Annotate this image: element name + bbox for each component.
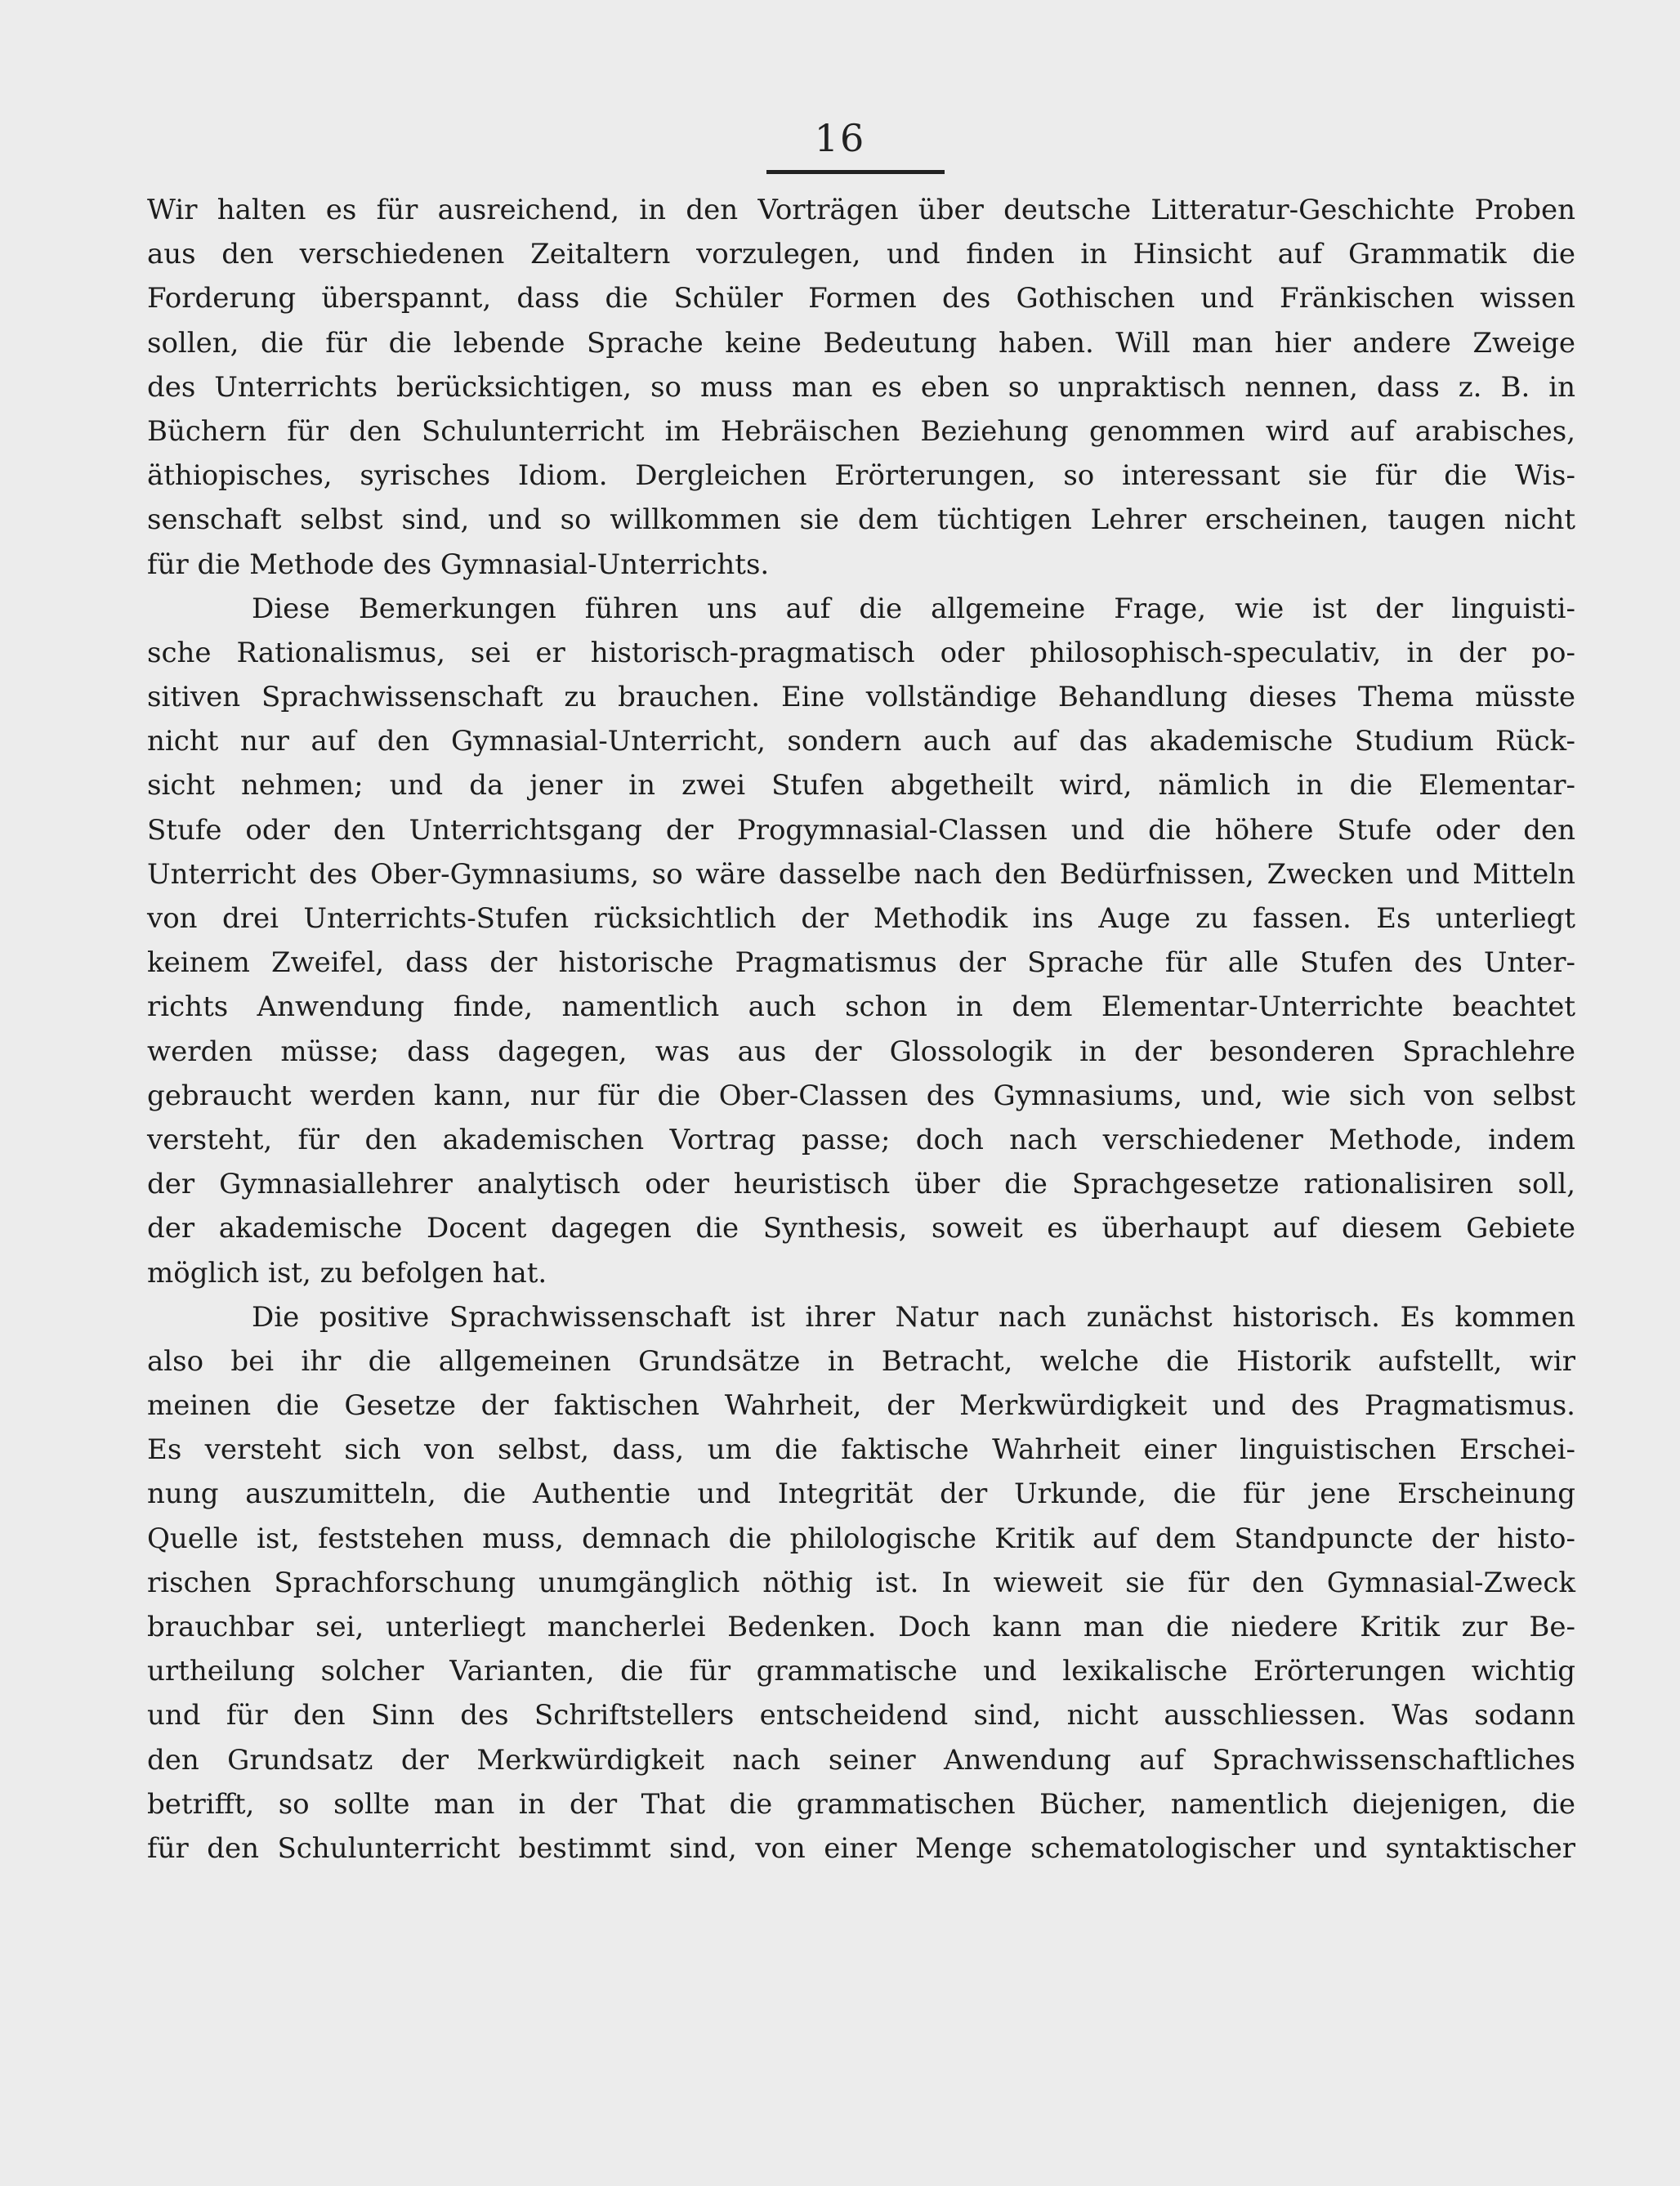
- text-line: den Grundsatz der Merkwürdigkeit nach seiner Anwendung auf Sprachwissenschaftliches: [147, 1743, 1575, 1777]
- text-line: der Gymnasiallehrer analytisch oder heuristisch über die Sprachgesetze rationalisiren soll,: [147, 1168, 1575, 1201]
- text-line: nung auszumitteln, die Authentie und Integrität der Urkunde, die für jene Erscheinung: [147, 1477, 1575, 1511]
- text-line: aus den verschiedenen Zeitaltern vorzulegen, und finden in Hinsicht auf Grammatik die: [147, 238, 1575, 271]
- text-line: richts Anwendung finde, namentlich auch schon in dem Elementar-Unterrichte beachtet: [147, 990, 1575, 1024]
- header-rule: [766, 170, 945, 174]
- text-line: werden müsse; dass dagegen, was aus der Glossologik in der besonderen Sprachlehre: [147, 1035, 1575, 1068]
- paragraph: [147, 1295, 1575, 1871]
- text-line: möglich ist, zu befolgen hat.: [147, 1256, 547, 1290]
- page-number: 16: [814, 116, 866, 160]
- text-line: versteht, für den akademischen Vortrag passe; doch nach verschiedener Methode, indem: [147, 1123, 1575, 1156]
- text-line: senschaft selbst sind, und so willkommen sie dem tüchtigen Lehrer erscheinen, taugen nicht: [147, 503, 1575, 537]
- text-line: sollen, die für die lebende Sprache keine Bedeutung haben. Will man hier andere Zweige: [147, 326, 1575, 360]
- text-line: also bei ihr die allgemeinen Grundsätze in Betracht, welche die Historik aufstellt, wir: [147, 1344, 1575, 1378]
- text-line: und für den Sinn des Schriftstellers entscheidend sind, nicht ausschliessen. Was sodann: [147, 1699, 1575, 1732]
- text-line: Büchern für den Schulunterricht im Hebräischen Beziehung genommen wird auf arabisches,: [147, 414, 1575, 448]
- text-line: für den Schulunterricht bestimmt sind, von einer Menge schematologischer und syntaktischer: [147, 1831, 1575, 1865]
- text-line: gebraucht werden kann, nur für die Ober-Classen des Gymnasiums, und, wie sich von selbst: [147, 1079, 1575, 1112]
- text-line: der akademische Docent dagegen die Synthesis, soweit es überhaupt auf diesem Gebiete: [147, 1212, 1575, 1245]
- text-line: betrifft, so sollte man in der That die grammatischen Bücher, namentlich diejenigen, die: [147, 1787, 1575, 1821]
- text-line: von drei Unterrichts-Stufen rücksichtlich der Methodik ins Auge zu fassen. Es unterliegt: [147, 902, 1575, 935]
- text-line: Stufe oder den Unterrichtsgang der Progymnasial-Classen und die höhere Stufe oder den: [147, 813, 1575, 847]
- text-line: keinem Zweifel, dass der historische Pragmatismus der Sprache für alle Stufen des Unter-: [147, 946, 1575, 980]
- text-line: Forderung überspannt, dass die Schüler Formen des Gothischen und Fränkischen wissen: [147, 282, 1575, 315]
- text-line: des Unterrichts berücksichtigen, so muss man es eben so unpraktisch nennen, dass z. B. in: [147, 370, 1575, 404]
- text-line: Unterricht des Ober-Gymnasiums, so wäre dasselbe nach den Bedürfnissen, Zwecken und Mitteln: [147, 857, 1575, 891]
- text-line: brauchbar sei, unterliegt mancherlei Bedenken. Doch kann man die niedere Kritik zur Be-: [147, 1611, 1575, 1643]
- page-header: [0, 116, 1680, 160]
- text-line: Es versteht sich von selbst, dass, um die faktische Wahrheit einer linguistischen Erschei-: [147, 1433, 1575, 1467]
- text-line: für die Methode des Gymnasial-Unterrichts.: [147, 548, 770, 581]
- text-line: Diese Bemerkungen führen uns auf die allgemeine Frage, wie ist der linguisti-: [252, 592, 1575, 625]
- text-line: rischen Sprachforschung unumgänglich nöthig ist. In wieweit sie für den Gymnasial-Zweck: [147, 1566, 1575, 1599]
- paragraph: [147, 587, 1575, 1295]
- body-text: [147, 188, 1575, 1871]
- text-line: urtheilung solcher Varianten, die für grammatische und lexikalische Erörterungen wichtig: [147, 1655, 1575, 1688]
- text-line: Wir halten es für ausreichend, in den Vorträgen über deutsche Litteratur-Geschichte Proben: [147, 194, 1575, 226]
- text-line: Die positive Sprachwissenschaft ist ihrer Natur nach zunächst historisch. Es kommen: [252, 1300, 1575, 1334]
- text-line: meinen die Gesetze der faktischen Wahrheit, der Merkwürdigkeit und des Pragmatismus.: [147, 1389, 1575, 1423]
- text-line: sitiven Sprachwissenschaft zu brauchen. Eine vollständige Behandlung dieses Thema müsste: [147, 681, 1575, 714]
- text-line: sche Rationalismus, sei er historisch-pragmatisch oder philosophisch-speculativ, in der po-: [147, 636, 1575, 669]
- text-line: äthiopisches, syrisches Idiom. Dergleichen Erörterungen, so interessant sie für die Wis-: [147, 459, 1575, 493]
- text-line: sicht nehmen; und da jener in zwei Stufen abgetheilt wird, nämlich in die Elementar-: [147, 769, 1575, 802]
- text-line: nicht nur auf den Gymnasial-Unterricht, sondern auch auf das akademische Studium Rück-: [147, 725, 1575, 758]
- paragraph: [147, 188, 1575, 587]
- text-line: Quelle ist, feststehen muss, demnach die philologische Kritik auf dem Standpuncte der histo-: [147, 1522, 1575, 1555]
